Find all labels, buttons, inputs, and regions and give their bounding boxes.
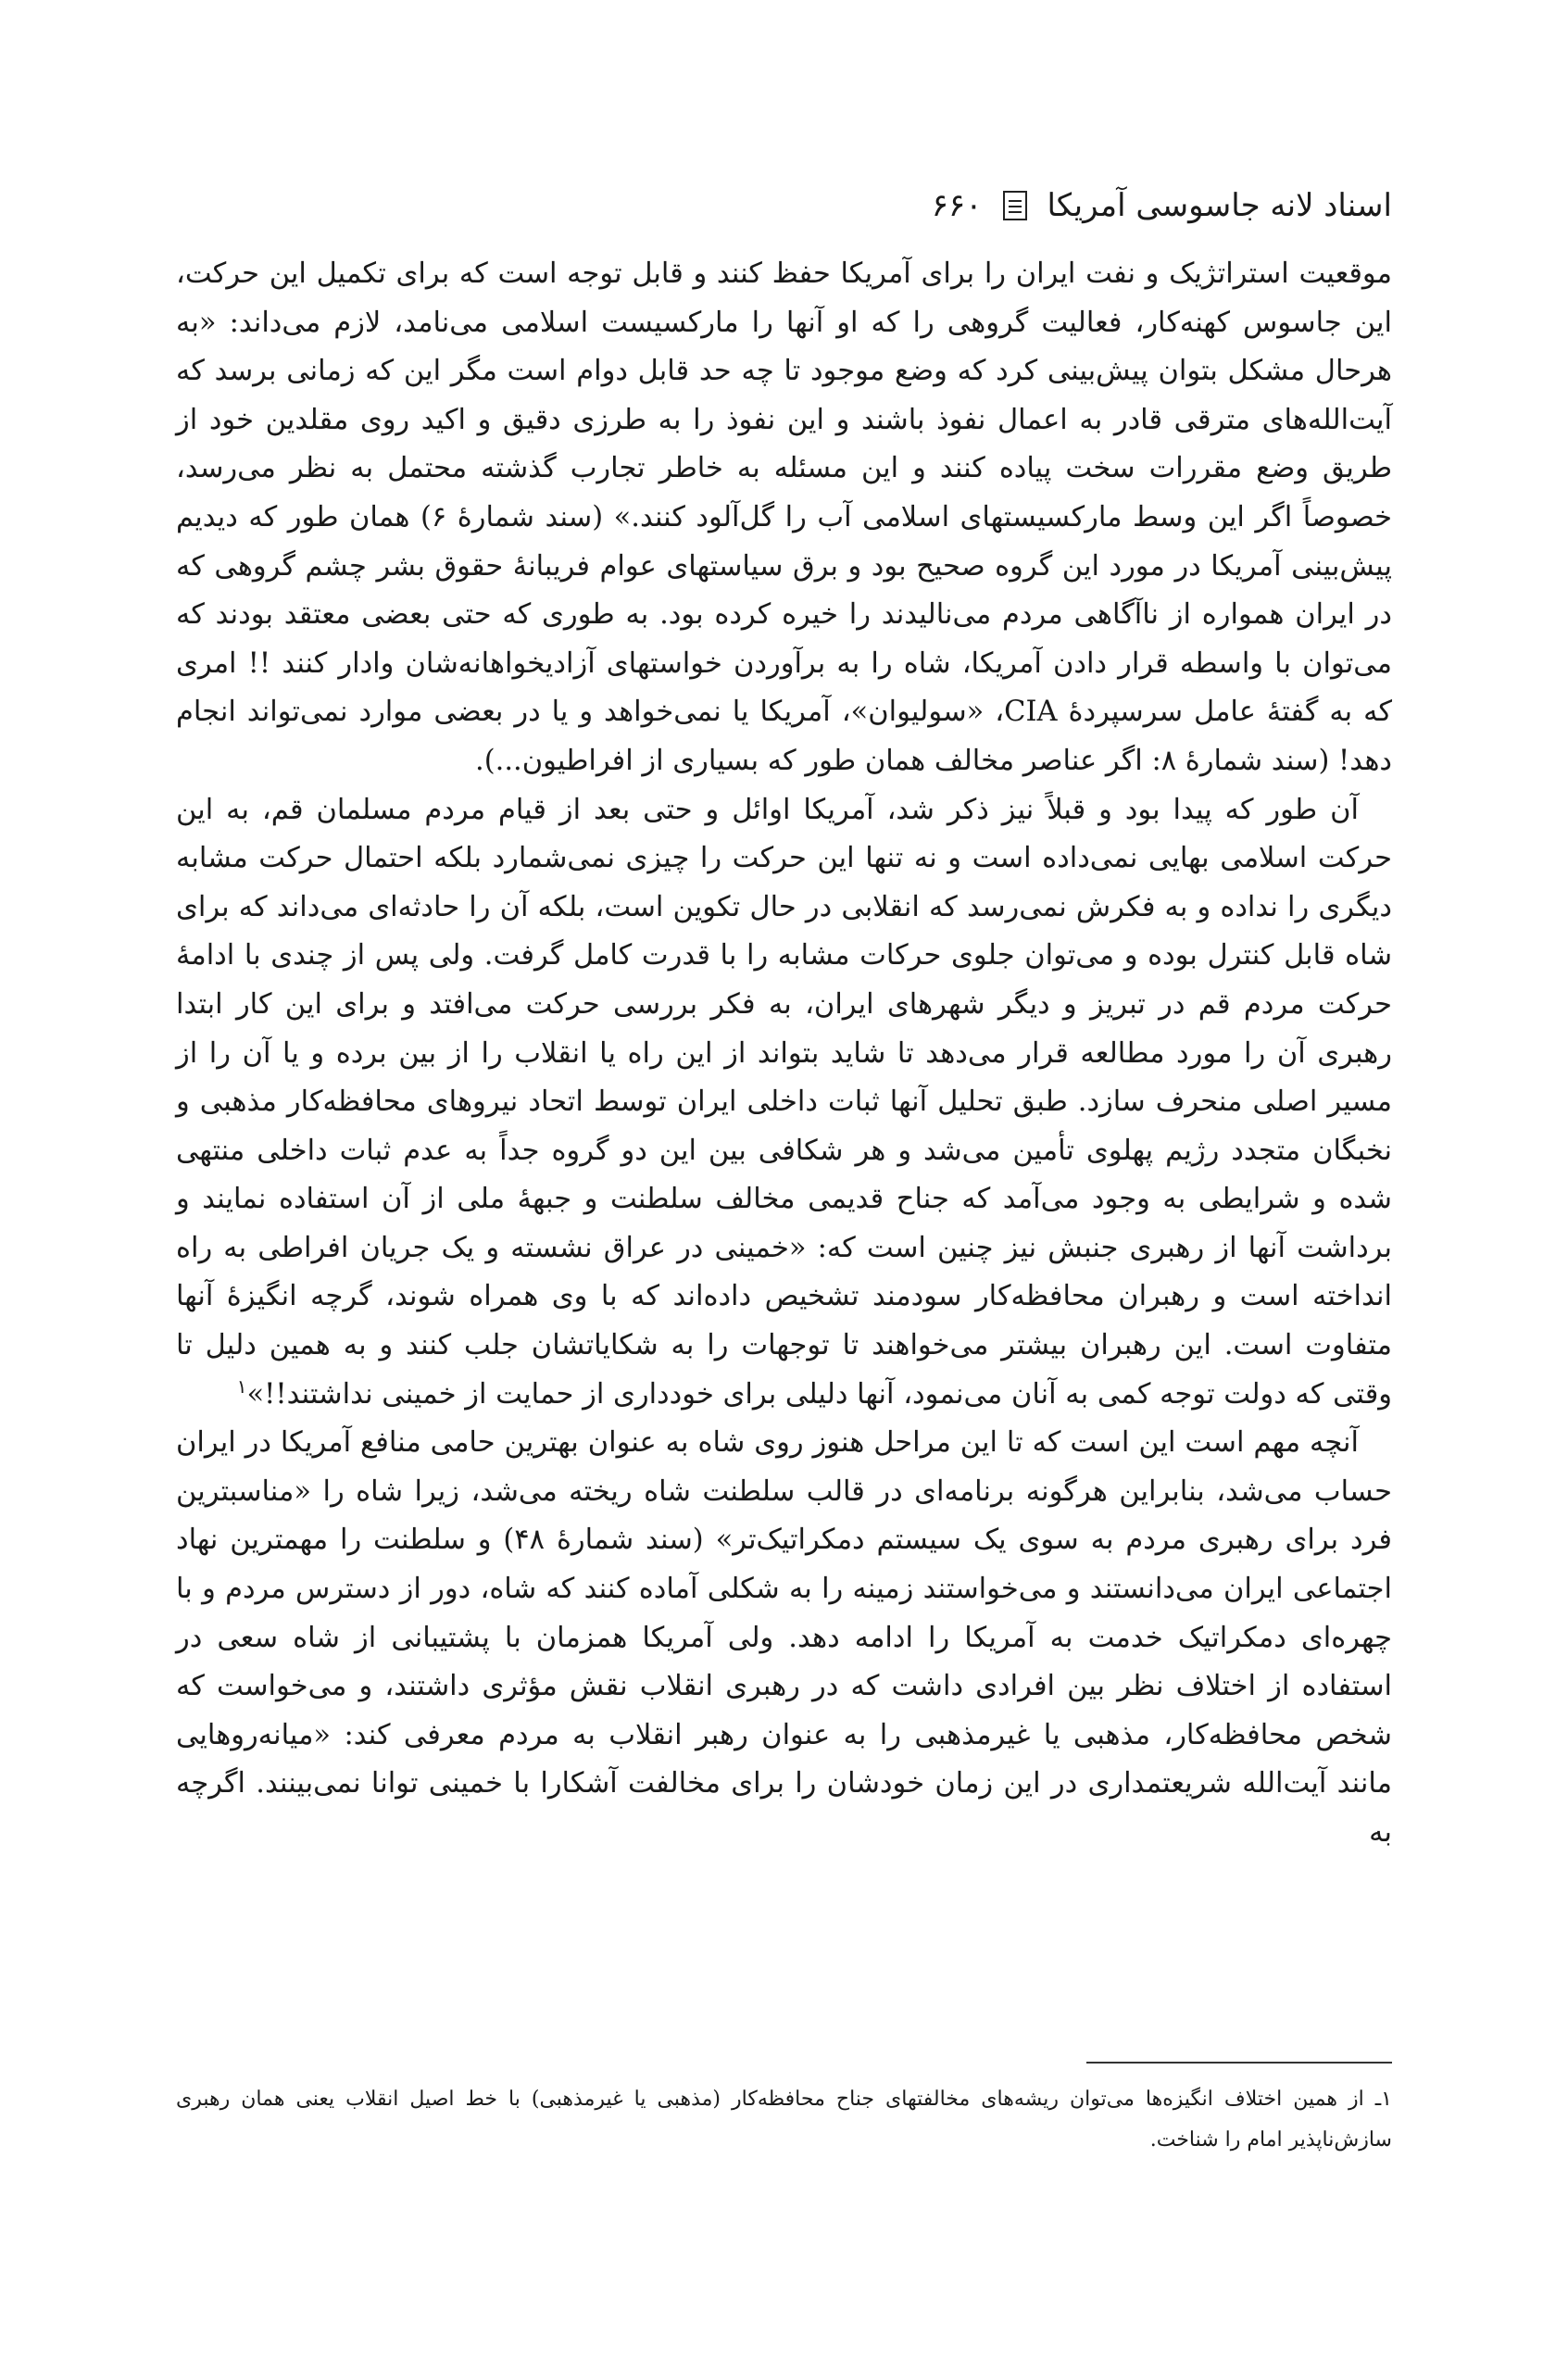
body-text (176, 250, 1392, 1858)
book-title: اسناد لانه جاسوسی آمریکا (1047, 187, 1392, 224)
document-icon (1003, 191, 1027, 220)
paragraph (176, 786, 1392, 1420)
paragraph: آنچه مهم است این است که تا این مراحل هنوز روی شاه به عنوان بهترین حامی منافع آمریکا در ایران حساب می‌شد، بنابراین هرگونه برنامه‌ای در قالب سلطنت شاه ریخته می‌شد، زیرا شاه را «مناسبترین فرد برای رهبری مردم به سوی یک سیستم دمکراتیک‌تر» (سند شمارهٔ ۴۸) و سلطنت را مهمترین نهاد اجتماعی ایران می‌دانستند و می‌خواستند زمینه را به شکلی آماده کنند که شاه، دور از دسترس مردم و با چهره‌ای دمکراتیک خدمت به آمریکا را ادامه دهد. ولی آمریکا همزمان با پشتیبانی از شاه سعی در استفاده از اختلاف نظر بین افرادی داشت که در رهبری انقلاب نقش مؤثری داشتند، و می‌خواست که شخص محافظه‌کار، مذهبی یا غیرمذهبی را به عنوان رهبر انقلاب به مردم معرفی کند: «میانه‌روهایی مانند آیت‌الله شریعتمداری در این زمان خودشان را برای مخالفت آشکارا با خمینی توانا نمی‌بینند. اگرچه به (176, 1426, 1393, 1849)
footnote-divider (1086, 2062, 1392, 2064)
paragraph-text: آن طور که پیدا بود و قبلاً نیز ذکر شد، آمریکا اوائل و حتی بعد از قیام مردم مسلمان قم، به این حرکت اسلامی بهایی نمی‌داده است و نه تنها این حرکت را چیزی نمی‌شمارد بلکه احتمال حرکت مشابه دیگری را نداده و به فکرش نمی‌رسد که انقلابی در حال تکوین است، بلکه آن را حادثه‌ای می‌داند که برای شاه قابل کنترل بوده و می‌توان جلوی حرکات مشابه را با قدرت کامل گرفت. ولی پس از چندی با ادامهٔ حرکت مردم قم در تبریز و دیگر شهرهای ایران، به فکر بررسی حرکت می‌افتد و برای این کار ابتدا رهبری آن را مورد مطالعه قرار می‌دهد تا شاید بتواند از این راه یا انقلاب را از بین برده و یا آن را از مسیر اصلی منحرف سازد. طبق تحلیل آنها ثبات داخلی ایران توسط اتحاد نیروهای محافظه‌کار مذهبی و نخبگان متجدد رژیم پهلوی تأمین می‌شد و هر شکافی بین این دو گروه جداً به عدم ثبات داخلی منتهی شده و شرایطی به وجود می‌آمد که جناح قدیمی مخالف سلطنت و جبههٔ ملی از آن استفاده نمایند و برداشت آنها از رهبری جنبش نیز چنین است که: «خمینی در عراق نشسته و یک جریان افراطی به راه انداخته است و رهبران محافظه‌کار سودمند تشخیص داده‌اند که با وی همراه شوند، گرچه انگیزهٔ آنها متفاوت است. این رهبران بیشتر می‌خواهند تا توجهات را به شکایاتشان جلب کنند و به همین دلیل تا وقتی که دولت توجه کمی به آنان می‌نمود، آنها دلیلی برای خودداری از حمایت از خمینی نداشتند!!» (176, 793, 1392, 1411)
paragraph: موقعیت استراتژیک و نفت ایران را برای آمریکا حفظ کنند و قابل توجه است که برای تکمیل این حرکت، این جاسوس کهنه‌کار، فعالیت گروهی را که او آنها را مارکسیست اسلامی می‌نامد، لازم می‌داند: «به هرحال مشکل بتوان پیش‌بینی کرد که وضع موجود تا چه حد قابل دوام است مگر این که زمانی برسد که آیت‌الله‌های مترقی قادر به اعمال نفوذ باشند و این نفوذ را به طرزی دقیق و اکید روی مقلدین خود از طریق وضع مقررات سخت پیاده کنند و این مسئله به خاطر تجارب گذشته محتمل به نظر می‌رسد، خصوصاً اگر این وسط مارکسیستهای اسلامی آب را گل‌آلود کنند.» (سند شمارهٔ ۶) همان طور که دیدیم پیش‌بینی آمریکا در مورد این گروه صحیح بود و برق سیاستهای عوام فریبانهٔ حقوق بشر چشم گروهی که در ایران همواره از ناآگاهی مردم می‌نالیدند را خیره کرده بود. به طوری که حتی بعضی معتقد بودند که می‌توان با واسطه قرار دادن آمریکا، شاه را به برآوردن خواستهای آزادیخواهانه‌شان وادار کنند !! امری که به گفتهٔ عامل سرسپردهٔ CIA، «سولیوان»، آمریکا یا نمی‌خواهد و یا در بعضی موارد نمی‌تواند انجام دهد! (سند شمارهٔ ۸: اگر عناصر مخالف همان طور که بسیاری از افراطیون...). (176, 257, 1392, 777)
footnote-reference: ۱ (236, 1374, 247, 1398)
footnote: ۱ـ از همین اختلاف انگیزه‌ها می‌توان ریشه‌های مخالفتهای جناح محافظه‌کار (مذهبی یا غیرمذهبی) با خط اصیل انقلاب یعنی همان رهبری سازش‌ناپذیر امام را شناخت. (176, 2088, 1392, 2151)
page-number: ۶۶۰ (931, 187, 983, 224)
page-header (176, 178, 1392, 233)
